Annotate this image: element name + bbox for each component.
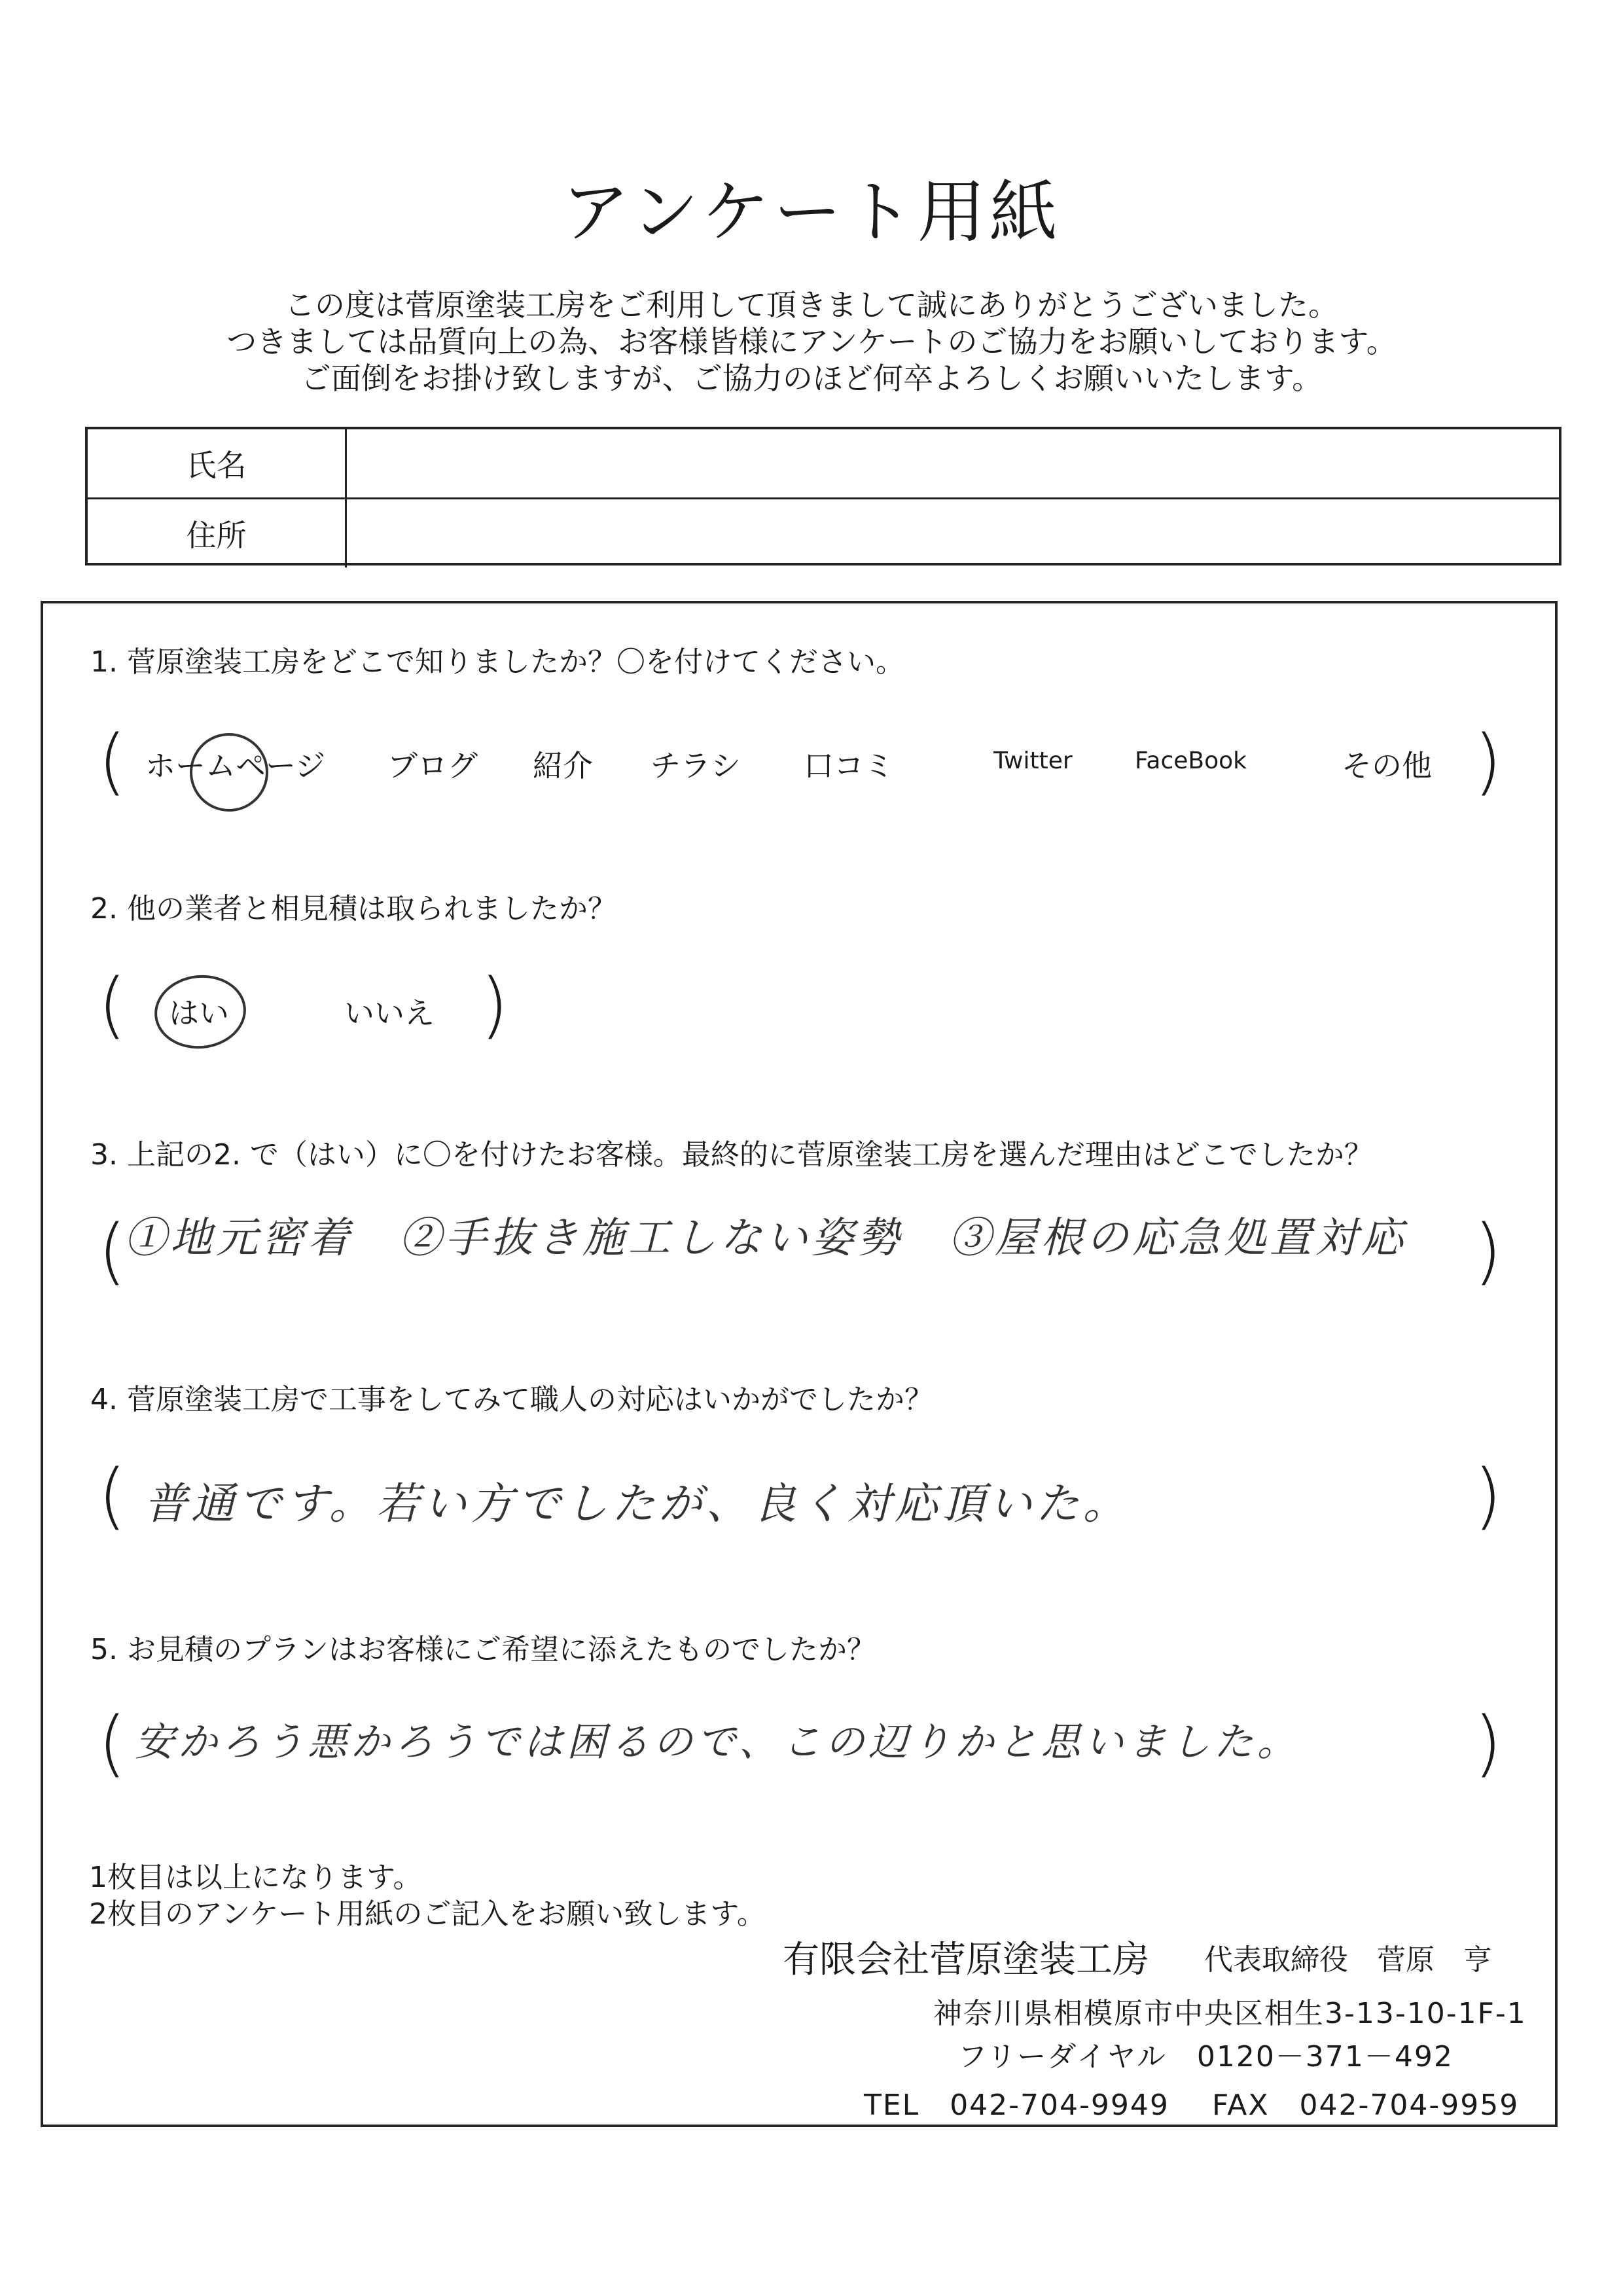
address-label: 住所	[88, 499, 347, 567]
q4-open-paren: (	[98, 1454, 126, 1537]
customer-info-table	[85, 427, 1561, 565]
q4-handwritten-answer: 普通です。若い方でしたが、良く対応頂いた。	[144, 1479, 1130, 1529]
company-name: 有限会社菅原塗装工房	[783, 1939, 1149, 1981]
company-address: 神奈川県相模原市中央区相生3-13-10-1F-1	[933, 1997, 1527, 2030]
representative: 代表取締役 菅原 亨	[1204, 1943, 1492, 1977]
q1-option-blog[interactable]: ブログ	[387, 748, 478, 783]
q5-open-paren: (	[98, 1701, 126, 1785]
q1-option-word-of-mouth[interactable]: 口コミ	[804, 748, 894, 783]
question-3: 3. 上記の2. で（はい）に〇を付けたお客様。最終的に菅原塗装工房を選んだ理由はどこでしたか？	[90, 1138, 1373, 1172]
q2-option-no[interactable]: いいえ	[344, 996, 435, 1031]
intro-line-1: この度は菅原塗装工房をご利用して頂きまして誠にありがとうございました。	[285, 287, 1338, 323]
address-field[interactable]	[349, 499, 1559, 567]
q1-option-homepage[interactable]: ホームページ	[145, 748, 326, 783]
free-dial: フリーダイヤル 0120－371－492	[958, 2040, 1454, 2073]
q2-close-paren: )	[480, 963, 508, 1047]
q1-open-paren: (	[98, 719, 126, 803]
q1-option-other[interactable]: その他	[1342, 748, 1432, 783]
question-4: 4. 菅原塗装工房で工事をしてみて職人の対応はいかがでしたか？	[90, 1383, 933, 1416]
q1-option-twitter[interactable]: Twitter	[993, 747, 1073, 774]
intro-line-3: ご面倒をお掛け致しますが、ご協力のほど何卒よろしくお願いいたします。	[300, 361, 1323, 396]
name-row	[88, 429, 1559, 497]
name-label: 氏名	[88, 429, 347, 497]
address-row	[88, 497, 1559, 567]
q1-option-referral[interactable]: 紹介	[533, 748, 593, 783]
q3-close-paren: )	[1474, 1209, 1502, 1293]
q1-close-paren: )	[1474, 719, 1502, 803]
question-1: 1. 菅原塗装工房をどこで知りましたか？〇を付けてください。	[90, 645, 904, 679]
q3-open-paren: (	[98, 1209, 126, 1293]
q2-open-paren: (	[98, 963, 126, 1047]
intro-line-2: つきましては品質向上の為、お客様皆様にアンケートのご協力をお願いしております。	[226, 324, 1397, 359]
question-5: 5. お見積のプランはお客様にご希望に添えたものでしたか？	[90, 1633, 876, 1666]
q3-handwritten-answer: ①地元密着 ②手抜き施工しない姿勢 ③屋根の応急処置対応	[124, 1214, 1407, 1263]
page-title: アンケート用紙	[562, 172, 1061, 252]
q2-option-yes[interactable]: はい	[169, 996, 229, 1031]
question-2: 2. 他の業者と相見積は取られましたか？	[90, 892, 616, 925]
footer-note-1: 1枚目は以上になります。	[89, 1861, 422, 1894]
q1-option-flyer[interactable]: チラシ	[651, 748, 741, 783]
name-field[interactable]	[349, 429, 1559, 497]
q1-option-facebook[interactable]: FaceBook	[1135, 747, 1247, 774]
q5-close-paren: )	[1474, 1701, 1502, 1785]
q5-handwritten-answer: 安かろう悪かろうでは困るので、この辺りかと思いました。	[135, 1719, 1300, 1765]
footer-note-2: 2枚目のアンケート用紙のご記入をお願い致します。	[89, 1897, 766, 1931]
telephone: TEL 042-704-9949	[864, 2089, 1169, 2122]
fax: FAX 042-704-9959	[1212, 2089, 1520, 2122]
q4-close-paren: )	[1474, 1454, 1502, 1537]
